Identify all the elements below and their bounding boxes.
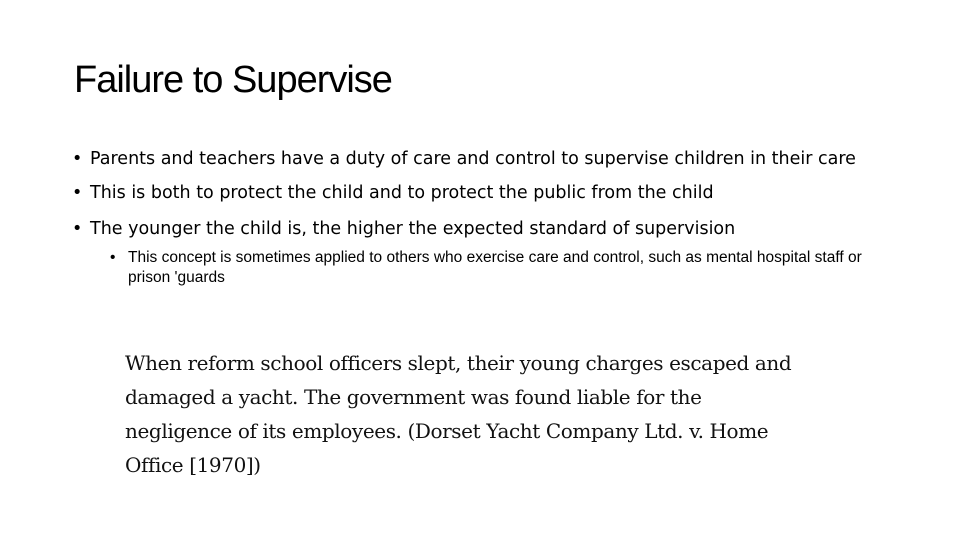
slide-title: Failure to Supervise — [74, 59, 392, 101]
bullet-text: This is both to protect the child and to protect the public from the child — [90, 183, 714, 203]
sub-bullet-item — [110, 248, 868, 288]
quote-line: Office [1970]) — [125, 453, 261, 477]
quote-line: damaged a yacht. The government was found liable for the — [125, 385, 702, 409]
bullet-item — [72, 182, 872, 204]
bullet-list — [72, 148, 872, 302]
bullet-item — [72, 218, 872, 240]
quote-line: When reform school officers slept, their young charges escaped and — [125, 351, 792, 375]
bullet-text: The younger the child is, the higher the expected standard of supervision — [90, 219, 736, 239]
bullet-glyph: • — [110, 249, 116, 266]
bullet-glyph: • — [72, 219, 83, 239]
quote-line: negligence of its employees. (Dorset Yacht Company Ltd. v. Home — [125, 419, 769, 443]
bullet-glyph: • — [72, 183, 83, 203]
bullet-text: Parents and teachers have a duty of care and control to supervise children in their care — [90, 149, 856, 169]
sub-bullet-text: This concept is sometimes applied to others who exercise care and control, such as mental hospital staff or prison 'guards — [128, 249, 862, 286]
case-quote-image — [125, 346, 825, 482]
bullet-item — [72, 148, 872, 170]
bullet-glyph: • — [72, 149, 83, 169]
